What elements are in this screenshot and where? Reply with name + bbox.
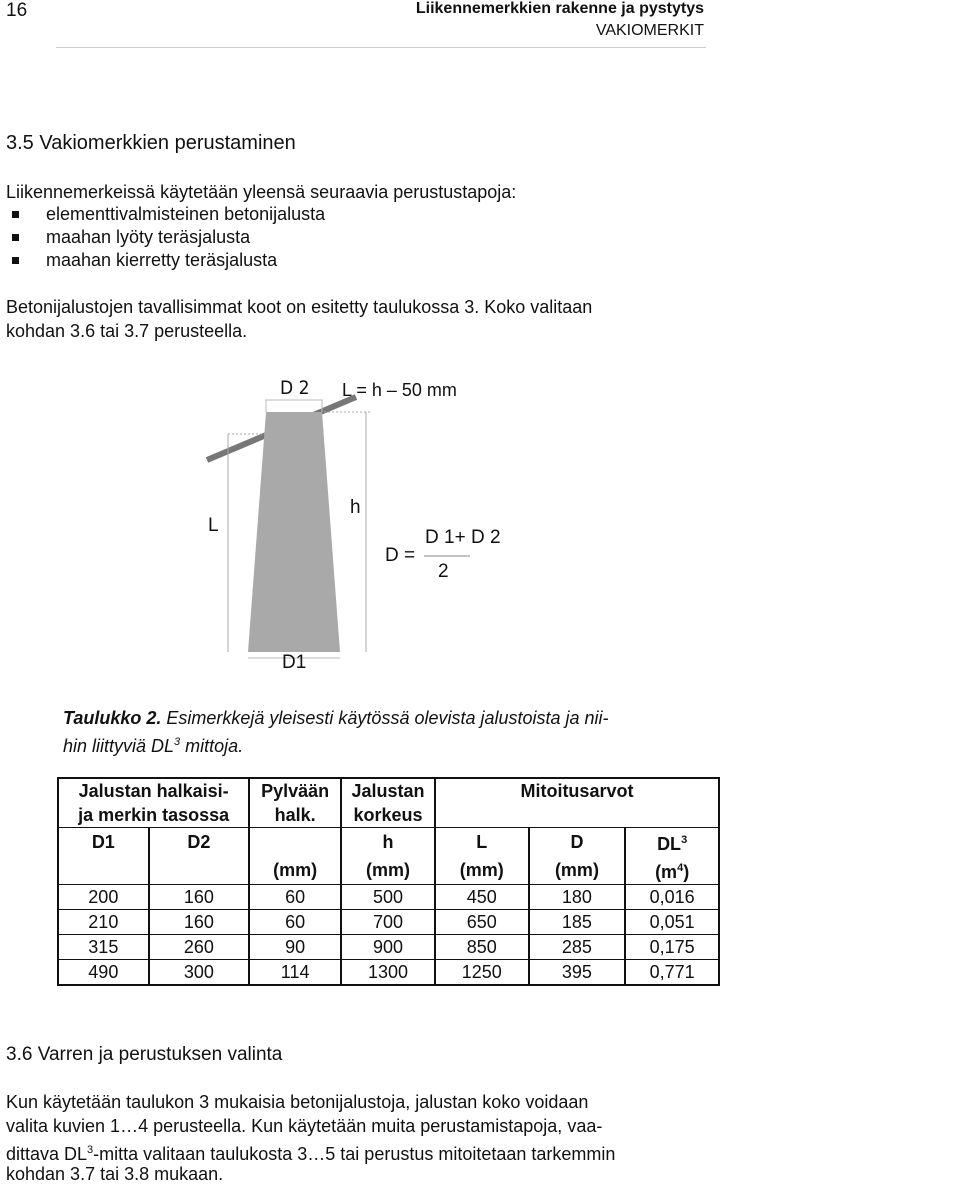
table-header-row: ja merkin tasossa halk. korkeus (58, 803, 719, 828)
list-item: maahan lyöty teräsjalusta (6, 226, 325, 249)
d1-label: D1 (282, 652, 307, 673)
list-item: elementtivalmisteinen betonijalusta (6, 203, 325, 226)
concrete-base (248, 412, 340, 652)
header-jalustan-halkaisija: Jalustan halkaisi- (58, 778, 249, 803)
page-number: 16 (6, 0, 28, 21)
size-paragraph-line-2: kohdan 3.6 tai 3.7 perusteella. (6, 321, 248, 341)
l-formula-label: L = h – 50 mm (342, 380, 457, 400)
section-heading-3-6: 3.6 Varren ja perustuksen valinta (6, 1044, 283, 1065)
list-item: maahan kierretty teräsjalusta (6, 249, 325, 272)
table-row: 315 260 90 900 850 285 0,175 (58, 935, 719, 960)
table-units-row: (mm) (mm) (mm) (mm) $(m^4)$ (58, 856, 719, 885)
foundation-dimensions-table (57, 777, 720, 986)
header-h: h (341, 828, 435, 857)
document-subtitle: VAKIOMERKIT (595, 22, 704, 39)
selection-paragraph-line-4: kohdan 3.7 tai 3.8 mukaan. (6, 1164, 224, 1184)
table-row: 210 160 60 700 650 185 0,051 (58, 910, 719, 935)
table-caption-text: Esimerkkejä yleisesti käytössä olevista jalustoista ja nii- (166, 708, 609, 728)
l-label: L (208, 515, 219, 536)
h-label: h (350, 497, 361, 518)
table-caption-line-2: hin liittyviä $DL^3$ mittoja. (63, 736, 244, 756)
section-heading-3-5: 3.5 Vakiomerkkien perustaminen (6, 132, 296, 154)
fraction-numerator: D 1+ D 2 (425, 527, 501, 548)
selection-paragraph-line-1: Kun käytetään taulukon 3 mukaisia betonijalustoja, jalustan koko voidaan (6, 1092, 589, 1112)
size-paragraph-line-1: Betonijalustojen tavallisimmat koot on esitetty taulukossa 3. Koko valitaan (6, 297, 593, 317)
table-header-row (58, 828, 719, 857)
table-caption-label: Taulukko 2. (63, 708, 162, 728)
header-jalustan-korkeus: Jalustan (341, 778, 435, 803)
header-d: D (529, 828, 626, 857)
header-dl3: $DL^3$ (625, 828, 719, 857)
table-row: 200 160 60 500 450 180 0,016 (58, 885, 719, 910)
selection-paragraph-line-3: dittava $DL^3$-mitta valitaan taulukosta 3…5 tai perustus mitoitetaan tarkemmin (6, 1144, 616, 1164)
table-header-row (58, 778, 719, 803)
header-d1: D1 (58, 828, 149, 857)
fraction-denominator: 2 (438, 561, 449, 582)
selection-paragraph-line-2: valita kuvien 1…4 perusteella. Kun käytetään muita perustamistapoja, vaa- (6, 1116, 603, 1136)
document-title: Liikennemerkkien rakenne ja pystytys (415, 0, 704, 17)
intro-paragraph: Liikennemerkeissä käytetään yleensä seuraavia perustustapoja: (6, 182, 517, 202)
header-mitoitusarvot: Mitoitusarvot (435, 778, 719, 803)
header-d2: D2 (149, 828, 250, 857)
table-row: 490 300 114 1300 1250 395 0,771 (58, 960, 719, 986)
header-l: L (435, 828, 529, 857)
d2-label: D 2 (280, 377, 310, 399)
header-pylvaan: Pylvään (249, 778, 341, 803)
d-equals-label: D = (385, 545, 416, 566)
table-caption-line-1 (63, 707, 609, 730)
